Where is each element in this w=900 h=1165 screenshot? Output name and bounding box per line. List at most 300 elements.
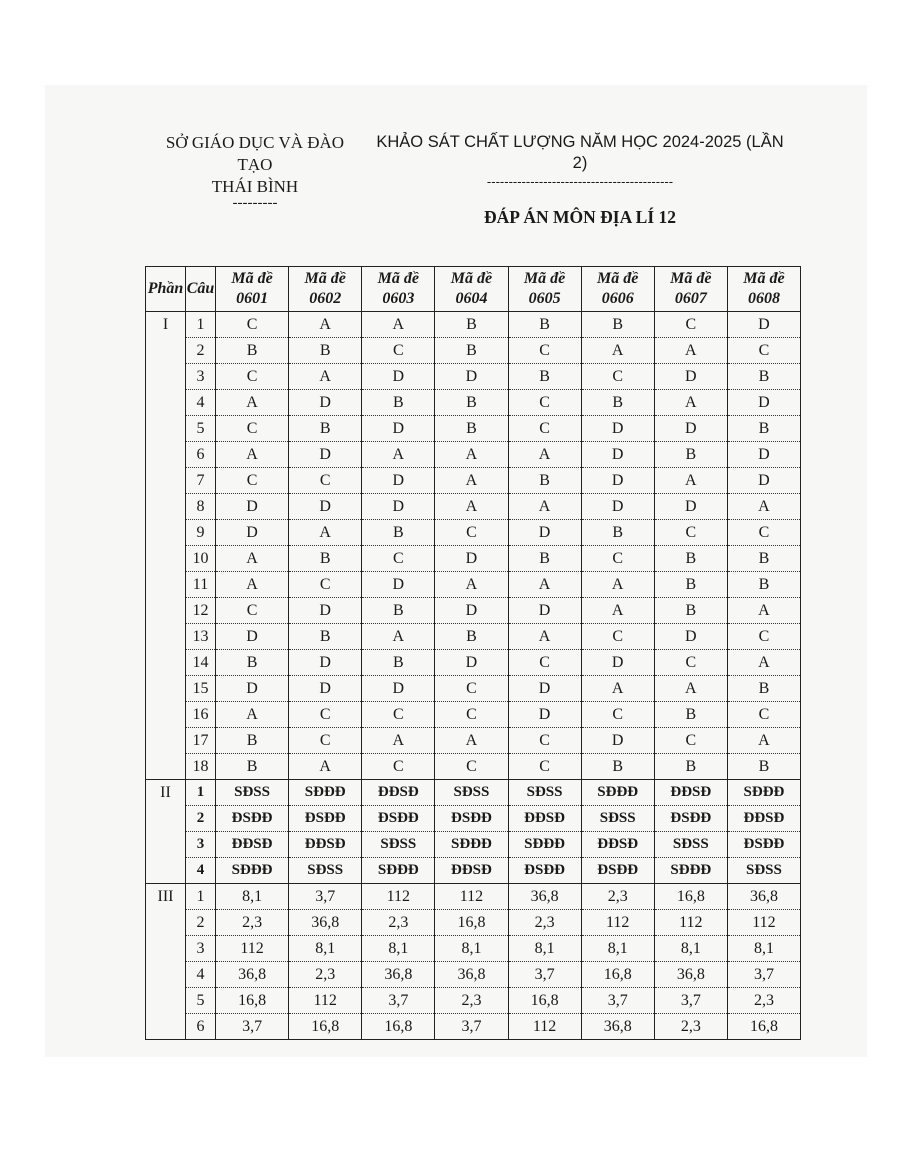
answer-cell: D (654, 494, 727, 520)
answer-cell: 16,8 (581, 962, 654, 988)
answer-cell: A (216, 546, 289, 572)
answer-cell: D (508, 676, 581, 702)
col-header-ma-de (508, 267, 581, 312)
answer-cell: C (435, 520, 508, 546)
answer-cell: D (435, 546, 508, 572)
answer-cell: 8,1 (654, 936, 727, 962)
answer-cell: D (362, 468, 435, 494)
answer-cell: A (435, 728, 508, 754)
table-row (146, 546, 801, 572)
answer-cell: C (508, 416, 581, 442)
exam-line-1: KHẢO SÁT CHẤT LƯỢNG NĂM HỌC 2024-2025 (LẦN (376, 133, 784, 151)
org-line-1: SỞ GIÁO DỤC VÀ ĐÀO (165, 133, 345, 152)
answer-cell: 8,1 (727, 936, 800, 962)
answer-cell: D (581, 728, 654, 754)
answer-cell: B (216, 650, 289, 676)
answer-cell: B (435, 338, 508, 364)
answer-cell: A (654, 468, 727, 494)
answer-cell: C (289, 572, 362, 598)
exam-separator: ------------------------------------------- (486, 174, 674, 189)
table-row (146, 962, 801, 988)
table-row (146, 754, 801, 780)
answer-cell: C (581, 624, 654, 650)
question-number: 13 (186, 624, 216, 650)
answer-cell: D (362, 416, 435, 442)
answer-cell: C (727, 624, 800, 650)
table-row (146, 624, 801, 650)
answer-cell: B (727, 416, 800, 442)
answer-cell: SĐĐĐ (289, 780, 362, 806)
answer-cell: C (362, 702, 435, 728)
org-line-3: THÁI BÌNH (211, 177, 299, 196)
col-header-ma-de (727, 267, 800, 312)
question-number: 12 (186, 598, 216, 624)
answer-cell: D (654, 364, 727, 390)
answer-cell: C (362, 338, 435, 364)
question-number: 7 (186, 468, 216, 494)
answer-cell: C (289, 468, 362, 494)
answer-cell: D (289, 390, 362, 416)
answer-cell: ĐSĐĐ (727, 832, 800, 858)
ma-de-code: 0606 (601, 290, 634, 307)
answer-cell: ĐSĐĐ (508, 858, 581, 884)
col-header-ma-de (216, 267, 289, 312)
org-separator: --------- (232, 195, 278, 211)
answer-cell: D (727, 312, 800, 338)
answer-cell: ĐSĐĐ (216, 806, 289, 832)
table-row (146, 520, 801, 546)
table-row (146, 598, 801, 624)
answer-cell: A (508, 572, 581, 598)
answer-cell: C (216, 416, 289, 442)
answer-cell: A (289, 312, 362, 338)
ma-de-code: 0607 (674, 290, 707, 307)
answer-cell: C (654, 650, 727, 676)
answer-cell: D (289, 442, 362, 468)
answer-cell: ĐĐSĐ (216, 832, 289, 858)
answer-cell: C (508, 390, 581, 416)
answer-cell: SĐĐĐ (727, 780, 800, 806)
answer-cell: B (727, 364, 800, 390)
table-row (146, 936, 801, 962)
answer-cell: D (216, 624, 289, 650)
answer-cell: D (727, 390, 800, 416)
answer-cell: B (289, 546, 362, 572)
answer-cell: 16,8 (289, 1014, 362, 1040)
answer-cell: A (362, 624, 435, 650)
col-header-ma-de (435, 267, 508, 312)
question-number: 3 (186, 936, 216, 962)
answer-cell: D (727, 442, 800, 468)
answer-cell: C (216, 312, 289, 338)
answer-cell: B (435, 416, 508, 442)
answer-cell: D (216, 676, 289, 702)
answer-cell: 8,1 (508, 936, 581, 962)
org-line-2: TẠO (237, 155, 273, 174)
answer-cell: 112 (289, 988, 362, 1014)
answer-cell: 2,3 (362, 910, 435, 936)
answer-cell: C (581, 364, 654, 390)
answer-cell: 112 (216, 936, 289, 962)
answer-cell: 36,8 (727, 884, 800, 910)
answer-cell: B (654, 546, 727, 572)
answer-cell: A (727, 598, 800, 624)
answer-cell: 3,7 (581, 988, 654, 1014)
table-row (146, 858, 801, 884)
answer-cell: A (581, 572, 654, 598)
answer-cell: 2,3 (435, 988, 508, 1014)
answer-cell: 36,8 (289, 910, 362, 936)
ma-de-code: 0603 (382, 290, 415, 307)
section-label: II (146, 780, 186, 884)
answer-cell: B (654, 572, 727, 598)
answer-cell: SĐSS (289, 858, 362, 884)
answer-cell: B (435, 624, 508, 650)
answer-cell: SĐSS (654, 832, 727, 858)
answer-cell: D (581, 468, 654, 494)
answer-cell: 3,7 (289, 884, 362, 910)
table-row (146, 728, 801, 754)
answer-cell: 8,1 (362, 936, 435, 962)
table-row (146, 676, 801, 702)
answer-cell: C (435, 676, 508, 702)
question-number: 1 (186, 312, 216, 338)
table-row (146, 416, 801, 442)
answer-cell: B (508, 546, 581, 572)
answer-cell: 36,8 (508, 884, 581, 910)
answer-cell: 8,1 (435, 936, 508, 962)
answer-cell: D (362, 364, 435, 390)
ma-de-label: Mã đề (670, 270, 712, 287)
answer-cell: D (435, 650, 508, 676)
answer-cell: A (435, 494, 508, 520)
answer-cell: B (581, 754, 654, 780)
answer-cell: A (581, 598, 654, 624)
answer-cell: 36,8 (216, 962, 289, 988)
answer-cell: B (654, 598, 727, 624)
answer-cell: B (581, 520, 654, 546)
question-number: 16 (186, 702, 216, 728)
ma-de-label: Mã đề (450, 270, 493, 287)
answer-cell: C (216, 364, 289, 390)
ma-de-label: Mã đề (377, 270, 419, 287)
answer-cell: 2,3 (216, 910, 289, 936)
answer-cell: B (362, 520, 435, 546)
answer-cell: B (727, 676, 800, 702)
answer-cell: B (362, 390, 435, 416)
answer-cell: B (362, 598, 435, 624)
answer-cell: 16,8 (362, 1014, 435, 1040)
answer-cell: 16,8 (654, 884, 727, 910)
question-number: 5 (186, 416, 216, 442)
answer-cell: ĐĐSĐ (362, 780, 435, 806)
answer-cell: D (654, 416, 727, 442)
ma-de-label: Mã đề (523, 270, 566, 287)
answer-cell: ĐĐSĐ (289, 832, 362, 858)
table-row (146, 988, 801, 1014)
answer-cell: C (435, 702, 508, 728)
question-number: 1 (186, 780, 216, 806)
table-row (146, 572, 801, 598)
question-number: 5 (186, 988, 216, 1014)
answer-cell: D (216, 494, 289, 520)
question-number: 3 (186, 832, 216, 858)
answer-cell: A (727, 494, 800, 520)
answer-cell: SĐSS (581, 806, 654, 832)
col-header-ma-de (581, 267, 654, 312)
question-number: 4 (186, 390, 216, 416)
header-row (146, 267, 801, 312)
answer-cell: SĐSS (508, 780, 581, 806)
question-number: 2 (186, 338, 216, 364)
question-number: 4 (186, 962, 216, 988)
answer-cell: 112 (508, 1014, 581, 1040)
answer-cell: ĐSĐĐ (289, 806, 362, 832)
table-row (146, 650, 801, 676)
ma-de-label: Mã đề (743, 270, 785, 287)
table-row (146, 364, 801, 390)
answer-cell: B (654, 702, 727, 728)
answer-cell: C (654, 520, 727, 546)
answer-cell: 8,1 (216, 884, 289, 910)
answer-cell: C (362, 754, 435, 780)
answer-cell: C (435, 754, 508, 780)
answer-cell: C (216, 468, 289, 494)
table-row (146, 494, 801, 520)
answer-cell: C (654, 728, 727, 754)
answer-cell: A (362, 442, 435, 468)
question-number: 17 (186, 728, 216, 754)
exam-header (365, 132, 795, 190)
answer-cell: C (508, 754, 581, 780)
answer-cell: D (581, 442, 654, 468)
table-row (146, 702, 801, 728)
col-header-ma-de (289, 267, 362, 312)
answer-cell: SĐĐĐ (435, 832, 508, 858)
answer-cell: A (727, 728, 800, 754)
answer-cell: ĐĐSĐ (581, 832, 654, 858)
answer-cell: 3,7 (216, 1014, 289, 1040)
question-number: 18 (186, 754, 216, 780)
answer-cell: SĐSS (727, 858, 800, 884)
answer-cell: A (289, 364, 362, 390)
ma-de-code: 0602 (309, 290, 342, 307)
question-number: 14 (186, 650, 216, 676)
question-number: 11 (186, 572, 216, 598)
answer-cell: 36,8 (654, 962, 727, 988)
answer-cell: SĐĐĐ (581, 780, 654, 806)
answer-cell: D (508, 598, 581, 624)
answer-cell: ĐSĐĐ (435, 806, 508, 832)
answer-cell: A (654, 338, 727, 364)
table-row (146, 1014, 801, 1040)
answer-cell: D (581, 650, 654, 676)
answer-cell: A (216, 572, 289, 598)
ma-de-code: 0608 (747, 290, 780, 307)
answer-cell: C (289, 702, 362, 728)
table-row (146, 312, 801, 338)
answer-cell: B (654, 754, 727, 780)
table-row (146, 780, 801, 806)
answer-cell: A (581, 676, 654, 702)
answer-cell: 3,7 (362, 988, 435, 1014)
answer-cell: 2,3 (654, 1014, 727, 1040)
table-row (146, 910, 801, 936)
answer-cell: 2,3 (289, 962, 362, 988)
answer-cell: 36,8 (362, 962, 435, 988)
answer-cell: ĐĐSĐ (435, 858, 508, 884)
answer-cell: B (435, 390, 508, 416)
ma-de-code: 0604 (455, 290, 488, 307)
answer-cell: ĐĐSĐ (727, 806, 800, 832)
question-number: 4 (186, 858, 216, 884)
answer-cell: B (727, 572, 800, 598)
answer-cell: D (289, 676, 362, 702)
answer-cell: 3,7 (727, 962, 800, 988)
col-header-cau: Câu (186, 267, 216, 312)
answer-cell: A (362, 728, 435, 754)
answer-cell: C (581, 546, 654, 572)
answer-cell: ĐĐSĐ (654, 780, 727, 806)
answer-cell: B (654, 442, 727, 468)
question-number: 6 (186, 442, 216, 468)
answer-cell: C (508, 338, 581, 364)
answer-cell: D (435, 598, 508, 624)
question-number: 6 (186, 1014, 216, 1040)
table-row (146, 468, 801, 494)
answer-cell: A (654, 390, 727, 416)
answer-cell: SĐSS (362, 832, 435, 858)
answer-cell: A (508, 494, 581, 520)
answer-cell: B (216, 754, 289, 780)
table-row (146, 884, 801, 910)
answer-cell: A (435, 442, 508, 468)
answer-cell: A (435, 572, 508, 598)
table-row (146, 806, 801, 832)
answer-cell: 112 (581, 910, 654, 936)
answer-cell: D (508, 520, 581, 546)
question-number: 10 (186, 546, 216, 572)
answer-cell: A (508, 442, 581, 468)
answer-cell: 16,8 (727, 1014, 800, 1040)
answer-cell: A (581, 338, 654, 364)
document-title: ĐÁP ÁN MÔN ĐỊA LÍ 12 (483, 207, 677, 227)
question-number: 2 (186, 910, 216, 936)
answer-cell: B (727, 754, 800, 780)
answer-cell: 3,7 (654, 988, 727, 1014)
answer-cell: D (654, 624, 727, 650)
answer-cell: A (362, 312, 435, 338)
answer-cell: A (289, 520, 362, 546)
question-number: 3 (186, 364, 216, 390)
answer-cell: 36,8 (581, 1014, 654, 1040)
table-row (146, 442, 801, 468)
answer-cell: B (508, 312, 581, 338)
question-number: 15 (186, 676, 216, 702)
section-label: III (146, 884, 186, 1040)
answer-cell: D (727, 468, 800, 494)
department-header (160, 132, 350, 211)
answer-cell: B (289, 338, 362, 364)
answer-cell: A (289, 754, 362, 780)
answer-cell: SĐĐĐ (654, 858, 727, 884)
answer-cell: SĐSS (435, 780, 508, 806)
question-number: 9 (186, 520, 216, 546)
table-row (146, 390, 801, 416)
answer-cell: C (362, 546, 435, 572)
table-row (146, 832, 801, 858)
answer-cell: 3,7 (435, 1014, 508, 1040)
answer-cell: 2,3 (581, 884, 654, 910)
answer-cell: 36,8 (435, 962, 508, 988)
table-row (146, 338, 801, 364)
col-header-phan: Phần (146, 267, 186, 312)
answer-cell: B (508, 468, 581, 494)
answer-cell: C (289, 728, 362, 754)
answer-cell: D (362, 676, 435, 702)
answer-cell: C (727, 520, 800, 546)
answer-cell: B (289, 416, 362, 442)
answer-cell: SĐSS (216, 780, 289, 806)
ma-de-label: Mã đề (304, 270, 346, 287)
answer-cell: D (581, 494, 654, 520)
question-number: 8 (186, 494, 216, 520)
answer-cell: ĐĐSĐ (508, 806, 581, 832)
answer-cell: D (216, 520, 289, 546)
answer-cell: SĐĐĐ (216, 858, 289, 884)
answer-cell: B (289, 624, 362, 650)
answer-cell: A (435, 468, 508, 494)
answer-cell: ĐSĐĐ (581, 858, 654, 884)
answer-cell: D (508, 702, 581, 728)
answer-cell: C (216, 598, 289, 624)
exam-line-2: 2) (572, 154, 588, 172)
answer-cell: D (435, 364, 508, 390)
answer-cell: A (727, 650, 800, 676)
answer-key-table (145, 266, 801, 1040)
answer-cell: 16,8 (435, 910, 508, 936)
answer-cell: ĐSĐĐ (654, 806, 727, 832)
col-header-ma-de (654, 267, 727, 312)
ma-de-label: Mã đề (597, 270, 639, 287)
answer-cell: B (581, 390, 654, 416)
answer-cell: B (435, 312, 508, 338)
answer-cell: C (727, 338, 800, 364)
answer-cell: C (508, 650, 581, 676)
answer-cell: B (216, 728, 289, 754)
answer-cell: B (727, 546, 800, 572)
answer-cell: 3,7 (508, 962, 581, 988)
answer-cell: A (508, 624, 581, 650)
question-number: 1 (186, 884, 216, 910)
ma-de-code: 0605 (528, 290, 561, 307)
answer-cell: D (362, 572, 435, 598)
answer-cell: ĐSĐĐ (362, 806, 435, 832)
answer-cell: C (508, 728, 581, 754)
answer-cell: 112 (654, 910, 727, 936)
answer-cell: A (654, 676, 727, 702)
answer-cell: 8,1 (581, 936, 654, 962)
section-label: I (146, 312, 186, 780)
answer-cell: 16,8 (508, 988, 581, 1014)
col-header-ma-de (362, 267, 435, 312)
ma-de-code: 0601 (236, 290, 269, 307)
answer-cell: SĐĐĐ (362, 858, 435, 884)
answer-cell: 112 (362, 884, 435, 910)
answer-cell: 2,3 (727, 988, 800, 1014)
answer-cell: SĐĐĐ (508, 832, 581, 858)
answer-cell: D (289, 650, 362, 676)
